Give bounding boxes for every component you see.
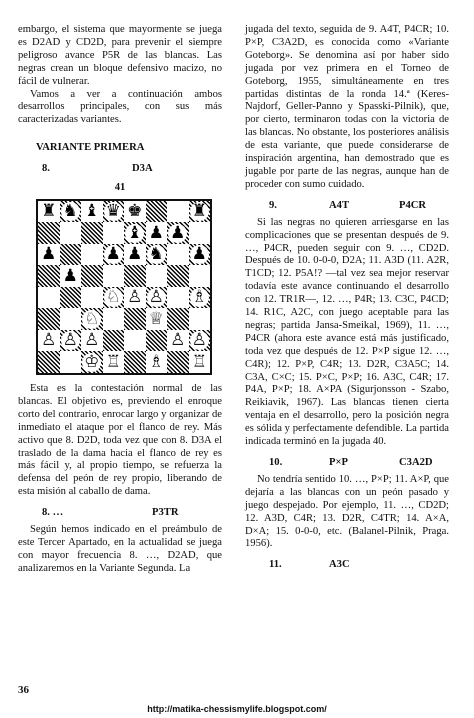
board-square (167, 308, 189, 330)
black-pawn-icon: ♟ (41, 244, 57, 265)
board-square (81, 287, 103, 309)
board-square (167, 351, 189, 373)
white-pawn-icon: ♙ (62, 330, 78, 351)
black-king-icon: ♚ (127, 201, 143, 222)
black-knight-icon: ♞ (62, 201, 78, 222)
board-square (60, 222, 82, 244)
board-square (167, 287, 189, 309)
black-bishop-icon: ♝ (84, 201, 100, 222)
page-number: 36 (18, 684, 29, 696)
white-bishop-icon: ♗ (148, 351, 164, 372)
board-square (124, 201, 146, 223)
white-knight-icon: ♘ (84, 308, 100, 329)
white-queen-icon: ♕ (148, 308, 164, 329)
board-square (146, 330, 168, 352)
board-square (60, 287, 82, 309)
left-column (18, 24, 222, 576)
board-square (38, 265, 60, 287)
board-square (103, 265, 125, 287)
left-paragraph-1: embargo, el sistema que mayormente se juega es D2AD y CD2D, para prevenir el siempre peligroso avance P5R de las blancas. Las negras crean un bloque defensivo macizo, no fácil de vulnerar. (18, 24, 222, 87)
board-square (167, 330, 189, 352)
white-pawn-icon: ♙ (41, 330, 57, 351)
board-square (167, 201, 189, 223)
black-bishop-icon: ♝ (127, 222, 143, 243)
board-square (81, 308, 103, 330)
white-pawn-icon: ♙ (191, 330, 207, 351)
black-knight-icon: ♞ (148, 244, 164, 265)
board-square (189, 351, 211, 373)
move-notation-white: A4T (329, 199, 350, 211)
chess-diagram (36, 199, 212, 375)
board-square (124, 265, 146, 287)
move-notation: P3TR (152, 507, 179, 519)
board-square (146, 244, 168, 266)
board-square (124, 222, 146, 244)
white-knight-icon: ♘ (105, 287, 121, 308)
board-square (38, 351, 60, 373)
board-square (38, 287, 60, 309)
move-notation-black: P4CR (399, 199, 427, 211)
move-line-8b (18, 507, 222, 520)
black-queen-icon: ♛ (105, 201, 121, 222)
move-line-11 (245, 559, 449, 572)
board-square (124, 287, 146, 309)
board-square (38, 308, 60, 330)
black-pawn-icon: ♟ (191, 244, 207, 265)
black-pawn-icon: ♟ (148, 222, 164, 243)
move-notation-white: A3C (329, 559, 350, 571)
move-number: 9. (269, 199, 277, 211)
board-square (81, 201, 103, 223)
footer-url: http://matika-chessismylife.blogspot.com/ (147, 704, 327, 714)
move-line-9 (245, 200, 449, 213)
board-square (103, 244, 125, 266)
left-paragraph-4: Según hemos indicado en el preámbulo de este Tercer Apartado, en la actualidad se juega con mayor frecuencia 8. …, D2AD, que analizaremos en la Variante Segunda. La (18, 524, 222, 574)
white-rook-icon: ♖ (191, 351, 207, 372)
move-number: 11. (269, 559, 282, 571)
board-square (189, 201, 211, 223)
board-square (38, 222, 60, 244)
board-square (189, 287, 211, 309)
move-line-10 (245, 457, 449, 470)
chess-board (38, 201, 210, 373)
board-square (189, 265, 211, 287)
white-pawn-icon: ♙ (84, 330, 100, 351)
board-square (60, 201, 82, 223)
board-square (146, 265, 168, 287)
board-square (167, 265, 189, 287)
right-paragraph-2: Si las negras no quieren arriesgarse en las complicaciones que se presentan después de 9. …, P4CR, pueden seguir con 9. …, CD2D. Después de 10. 0-0-0, D2A; 11. A3D (11. A2R, T1CD; 12. P5A!? —tal vez sea mejor reservar todavía este avance continuando el desarrollo con 12. TR1R—, 12. …, P4R; 13. C3C, P4CD; 14. R1C, A2C, con juego aceptable para las negras; partida Jansa-Smeikal, 1969), 11. …, P4CR (ahora este avance está más justificado, toda vez que después de 12. P×P sigue 12. …, C4R); 12. P×P, C4R; 13. D2R, C3A5C; 14. C3A, C×C; 15. P×C, P×P; 16. A3C, C4R; 17. P4A, P×P; 18. A×PA (Sigurjonsson - Szabo, Reikiavik, 1967). Las blancas tienen cierta ventaja en el desarrollo, pero la posición negra es sólida y perfectamente defendible. La partida indicada terminó en la jugada 40. (245, 216, 449, 448)
white-pawn-icon: ♙ (148, 287, 164, 308)
board-square (81, 351, 103, 373)
board-square (124, 351, 146, 373)
right-paragraph-3: No tendría sentido 10. …, P×P; 11. A×P, que dejaría a las blancas con un peón pasado y juego despejado. Por ejemplo, 11. …, CD2D; 12. A3D, C4R; 13. D2R, C4TR; 14. A×A, D×A; 15. 0-0-0, etc. (Balanel-Pilnik, Praga. 1956). (245, 473, 449, 550)
board-square (124, 308, 146, 330)
white-rook-icon: ♖ (105, 351, 121, 372)
board-square (146, 201, 168, 223)
board-square (38, 330, 60, 352)
board-square (103, 351, 125, 373)
board-square (60, 265, 82, 287)
board-square (60, 244, 82, 266)
board-square (81, 330, 103, 352)
black-pawn-icon: ♟ (62, 265, 78, 286)
board-square (60, 351, 82, 373)
move-number: 8. … (42, 507, 64, 519)
move-number: 10. (269, 457, 283, 468)
right-paragraph-1: jugada del texto, seguida de 9. A4T, P4CR; 10. P×P, C3A2D, es conocida como «Variante Goteborg». Se denomina así por haber sido jugada por vez primera en el Torneo de Goteborg, 1955, simultáneamente en tres partidas distintas de la ronda 14.ª (Keres-Najdorf, Geller-Panno y Spasski-Pilnik), que, por cierto, terminaron todas con la victoria de las blancas. No obstante, los posteriores análisis de esta variante, que puede considerarse de inspiración argentina, han demostrado que es jugable por parte de las negras, aunque han de proceder con sumo cuidado. (245, 24, 449, 190)
board-square (103, 287, 125, 309)
board-square (38, 244, 60, 266)
board-square (167, 222, 189, 244)
board-square (103, 308, 125, 330)
white-pawn-icon: ♙ (127, 287, 143, 308)
white-bishop-icon: ♗ (191, 287, 207, 308)
board-square (167, 244, 189, 266)
left-paragraph-3: Esta es la contestación normal de las blancas. El objetivo es, previendo el enroque corto del contrario, enrocar largo y organizar de inmediato el ataque por el flanco de rey. Más activo que 8. D2D, toda vez que con 8. D3A el traslado de la dama hacia el flanco de rey es más fácil y, al propio tiempo, se refuerza la defensa del peón de rey propio, liberando de esta misión al caballo de dama. (18, 382, 222, 498)
left-paragraph-2: Vamos a ver a continuación ambos desarrollos principales, con sus más caracterizadas variantes. (18, 88, 222, 126)
board-square (189, 244, 211, 266)
board-square (81, 265, 103, 287)
board-square (146, 287, 168, 309)
right-column (245, 24, 449, 576)
board-square (103, 201, 125, 223)
board-square (38, 201, 60, 223)
board-square (146, 351, 168, 373)
black-rook-icon: ♜ (41, 201, 57, 222)
black-rook-icon: ♜ (191, 201, 207, 222)
white-king-icon: ♔ (84, 351, 100, 372)
black-pawn-icon: ♟ (105, 244, 121, 265)
move-notation: D3A (132, 163, 153, 175)
board-square (189, 222, 211, 244)
board-square (60, 330, 82, 352)
board-square (81, 244, 103, 266)
board-square (103, 330, 125, 352)
move-notation-black: C3A2D (399, 457, 433, 468)
move-number: 8. (42, 163, 50, 175)
board-square (124, 330, 146, 352)
board-square (103, 222, 125, 244)
move-notation-white: P×P (329, 457, 348, 468)
board-square (189, 330, 211, 352)
black-pawn-icon: ♟ (170, 222, 186, 243)
section-title: VARIANTE PRIMERA (36, 142, 145, 154)
black-pawn-icon: ♟ (127, 244, 143, 265)
board-square (146, 222, 168, 244)
board-square (189, 308, 211, 330)
white-pawn-icon: ♙ (170, 330, 186, 351)
board-square (81, 222, 103, 244)
diagram-number: 41 (114, 182, 126, 194)
board-square (124, 244, 146, 266)
move-line-8 (18, 163, 222, 176)
board-square (146, 308, 168, 330)
board-square (60, 308, 82, 330)
